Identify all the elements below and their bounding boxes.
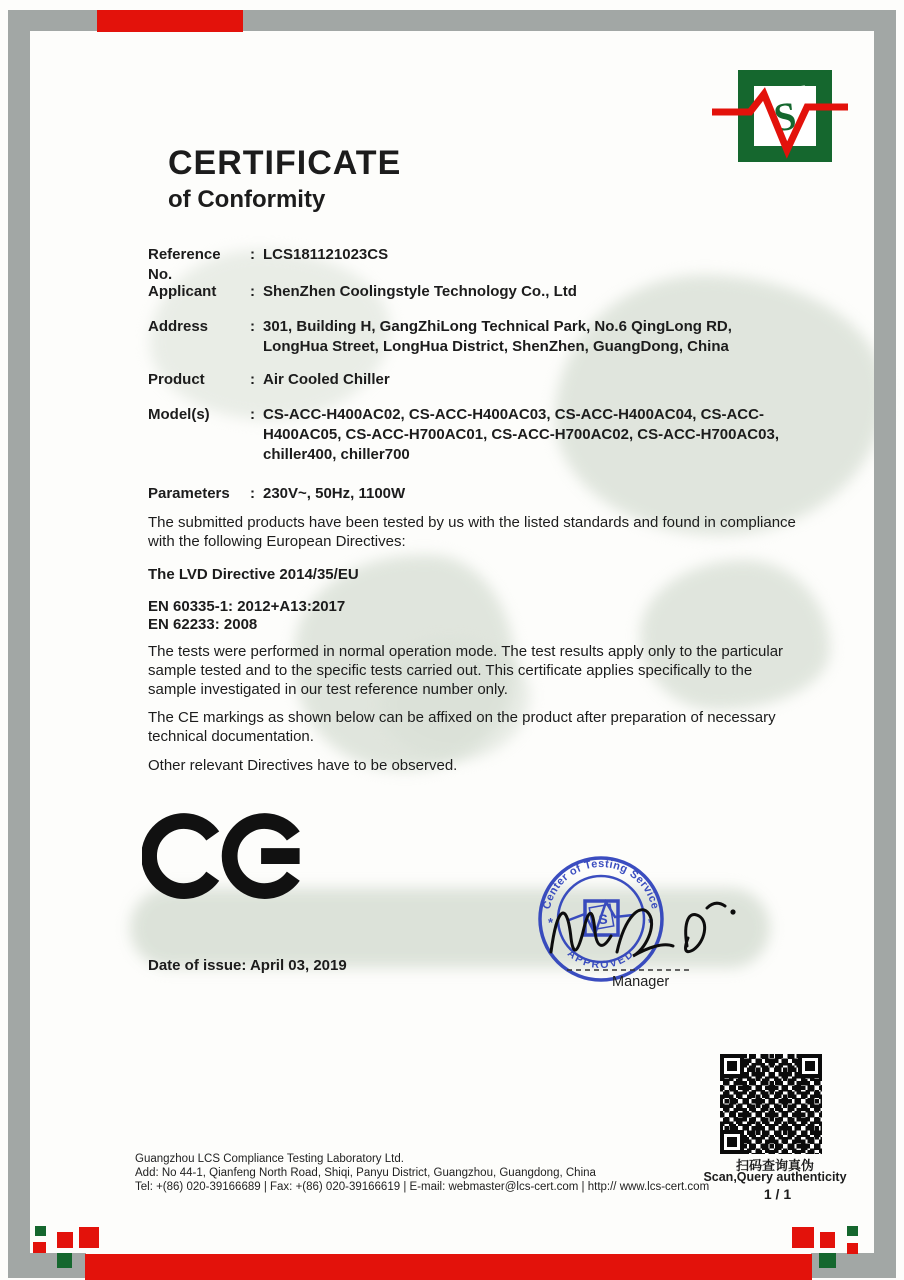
field-separator: : [250, 485, 255, 502]
decor-square [33, 1242, 46, 1253]
stamp-logo-letter: S [598, 911, 608, 927]
qr-caption-english: Scan,Query authenticity [703, 1170, 847, 1184]
frame-right-bar [874, 10, 896, 1274]
field-value: Air Cooled Chiller [263, 371, 390, 388]
field-separator: : [250, 371, 255, 388]
manager-label: Manager [612, 974, 670, 990]
footer-address: Add: No 44-1, Qianfeng North Road, Shiqi, Panyu District, Guangzhou, Guangdong, China [135, 1167, 596, 1179]
field-reference-no [148, 245, 796, 285]
lcs-logo-letter: S [771, 92, 799, 141]
qr-code [720, 1054, 822, 1154]
ce-mark [142, 806, 304, 907]
field-value: LCS181121023CS [263, 246, 389, 263]
standard-line: EN 62233: 2008 [148, 616, 258, 633]
decor-red-band [85, 1254, 812, 1280]
field-value: ShenZhen Coolingstyle Technology Co., Ltd [263, 283, 577, 300]
field-separator: : [250, 318, 255, 335]
field-separator: : [250, 406, 255, 423]
page-title: CERTIFICATE [168, 144, 402, 182]
field-parameters [148, 484, 796, 504]
frame-bottom-bar [8, 1253, 86, 1278]
stamp-arc-bottom-text: APPROVED [565, 947, 637, 972]
page-number: 1 / 1 [763, 1186, 792, 1202]
field-label: Parameters [148, 485, 230, 502]
decor-square [847, 1226, 858, 1236]
field-models [148, 405, 796, 465]
other-directives-line: Other relevant Directives have to be observed. [148, 757, 458, 774]
field-value: 230V~, 50Hz, 1100W [263, 485, 406, 502]
decor-square [79, 1227, 99, 1248]
qr-finder-icon [798, 1054, 822, 1078]
page-subtitle: of Conformity [168, 186, 326, 213]
footer-block [135, 1152, 709, 1194]
stamp-star: * [548, 915, 554, 930]
decor-square [819, 1253, 836, 1268]
field-separator: : [250, 283, 255, 300]
footer-contacts: Tel: +(86) 020-39166689 | Fax: +(86) 020-39166619 | E-mail: webmaster@lcs-cert.com | http:// www.lcs-cert.com [135, 1181, 710, 1193]
decor-square [35, 1226, 46, 1236]
ce-marking-paragraph: The CE markings as shown below can be affixed on the product after preparation of necessary technical documentation. [148, 709, 776, 745]
decor-square [847, 1243, 858, 1254]
manager-signature [535, 858, 765, 988]
field-value: CS-ACC-H400AC02, CS-ACC-H400AC03, CS-ACC-H400AC04, CS-ACC-H400AC05, CS-ACC-H700AC01, CS-ACC-H700AC02, CS-ACC-H700AC03, chiller400, chiller700 [263, 406, 779, 463]
qr-finder-icon [720, 1054, 744, 1078]
decor-square [792, 1227, 814, 1248]
field-label: Model(s) [148, 406, 210, 423]
frame-left-bar [8, 10, 30, 1274]
field-label: Reference No. [148, 246, 221, 283]
decor-square [57, 1253, 72, 1268]
decor-square [820, 1232, 835, 1248]
lcs-logo-icon [702, 58, 852, 170]
stamp-arc-top-text: Center of Testing Service [540, 857, 662, 911]
intro-paragraph: The submitted products have been tested by us with the listed standards and found in compliance with the following European Directives: [148, 514, 796, 550]
field-address [148, 317, 796, 357]
qr-finder-icon [720, 1130, 744, 1154]
field-label: Address [148, 318, 209, 335]
standard-line: EN 60335-1: 2012+A13:2017 [148, 598, 346, 615]
decor-red-segment [97, 10, 243, 32]
field-label: Applicant [148, 283, 217, 300]
tests-paragraph: The tests were performed in normal operation mode. The test results apply only to the particular sample tested and to the specific tests carried out. This certificate applies specifically to the sample investigated in our test reference number only. [148, 643, 784, 698]
date-of-issue: Date of issue: April 03, 2019 [148, 957, 347, 974]
decor-square [57, 1232, 73, 1248]
footer-company: Guangzhou LCS Compliance Testing Laboratory Ltd. [135, 1153, 404, 1165]
field-product [148, 370, 796, 390]
field-separator: : [250, 246, 255, 263]
stamp-star: * [648, 915, 654, 930]
field-value: 301, Building H, GangZhiLong Technical Park, No.6 QingLong RD, LongHua Street, LongHua District, ShenZhen, GuangDong, China [263, 318, 732, 355]
field-label: Product [148, 371, 205, 388]
qr-caption-chinese: 扫码查询真伪 [735, 1158, 814, 1173]
directive-line: The LVD Directive 2014/35/EU [148, 566, 359, 583]
field-applicant [148, 282, 796, 302]
